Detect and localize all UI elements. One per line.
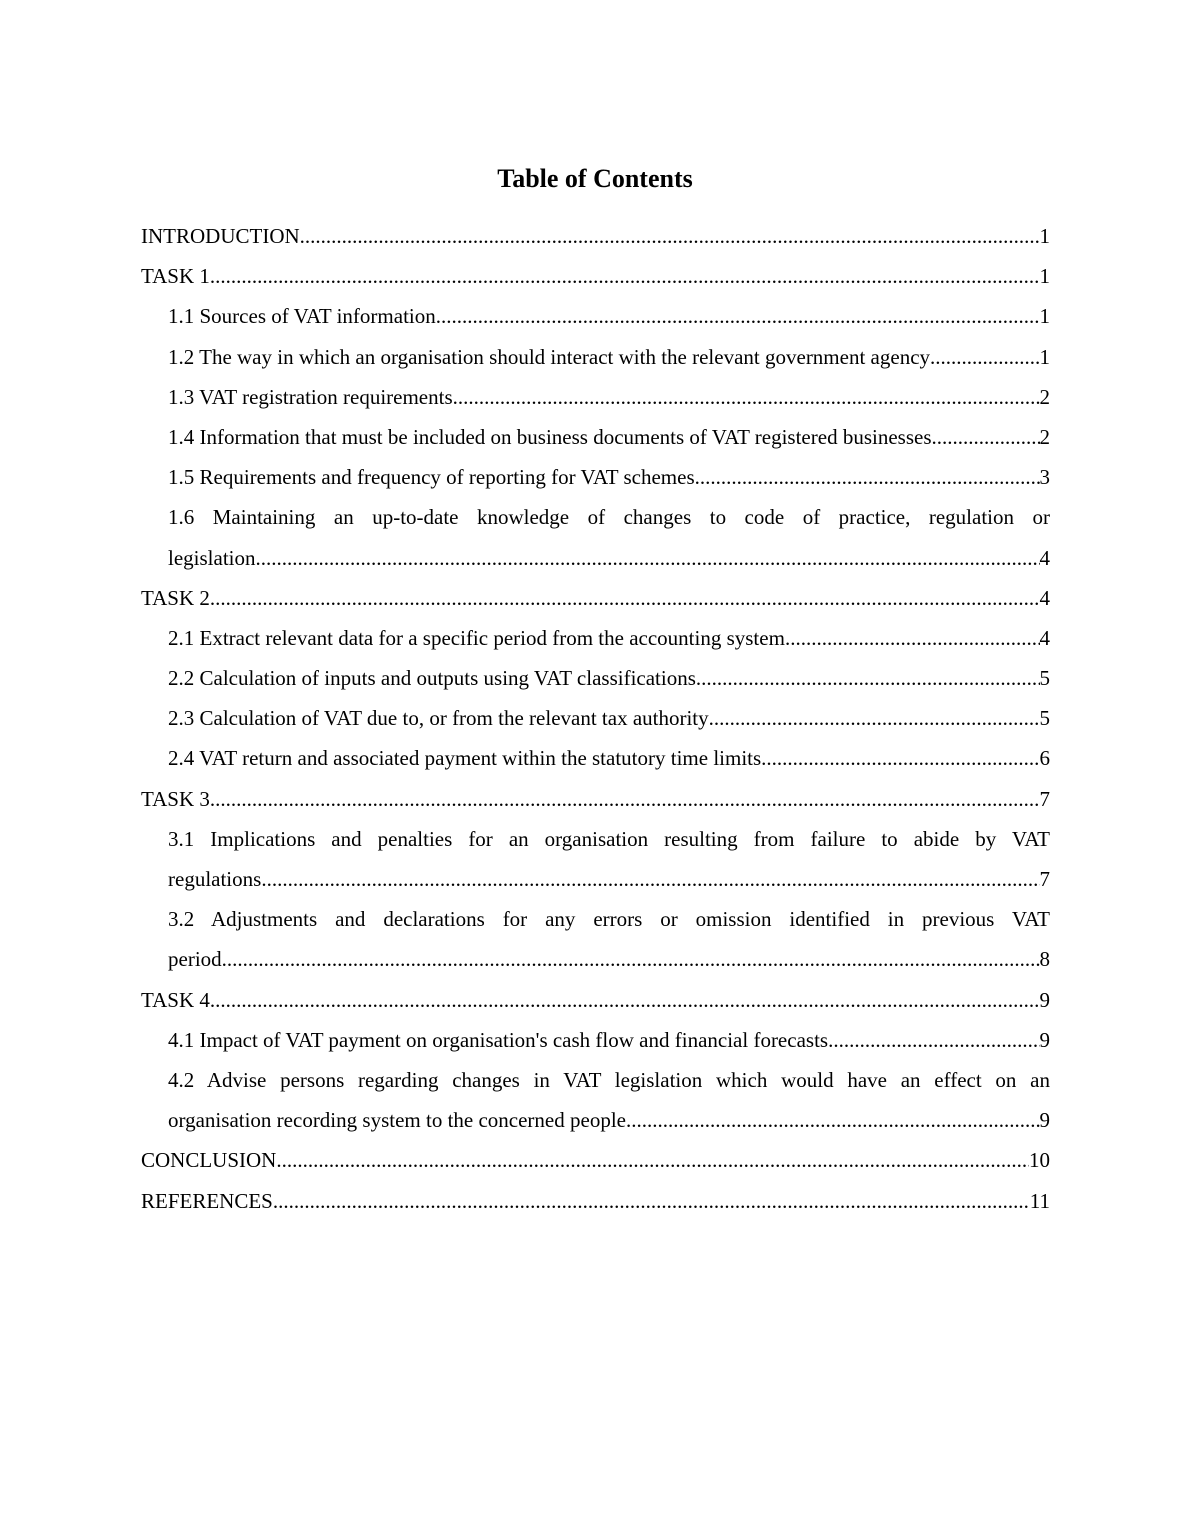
table-of-contents (141, 216, 1050, 1221)
toc-entry-page: 3 (1039, 465, 1050, 490)
toc-entry-page: 6 (1039, 746, 1050, 771)
toc-entry-label: 1.3 VAT registration requirements (168, 384, 453, 409)
toc-entry-1-4[interactable] (141, 417, 1050, 457)
dot-leader (695, 457, 1040, 497)
toc-entry-page: 4 (1039, 585, 1050, 610)
dot-leader (436, 296, 1040, 336)
toc-entry-1-5[interactable] (141, 457, 1050, 497)
dot-leader (210, 578, 1040, 618)
dot-leader (696, 658, 1040, 698)
toc-entry-4-2[interactable] (141, 1060, 1050, 1140)
toc-entry-page: 9 (1039, 1027, 1050, 1052)
toc-title: Table of Contents (497, 164, 693, 193)
toc-entry-page: 11 (1029, 1188, 1050, 1213)
dot-leader (276, 1140, 1029, 1180)
toc-entry-page: 1 (1039, 304, 1050, 329)
dot-leader (761, 738, 1039, 778)
toc-entry-label-line-1: 3.2 Adjustments and declarations for any errors or omission identified in previous VAT (168, 907, 1050, 932)
toc-entry-label: 1.2 The way in which an organisation should interact with the relevant government agency (168, 344, 931, 369)
toc-entry-page: 2 (1039, 384, 1050, 409)
toc-entry-page: 9 (1039, 987, 1050, 1012)
toc-entry-1-3[interactable] (141, 377, 1050, 417)
dot-leader (273, 1181, 1030, 1221)
toc-entry-3-2[interactable] (141, 899, 1050, 979)
dot-leader (709, 698, 1040, 738)
dot-leader (210, 256, 1040, 296)
toc-entry-page: 1 (1039, 264, 1050, 289)
toc-entry-2-3[interactable] (141, 698, 1050, 738)
toc-entry-label: INTRODUCTION (141, 224, 300, 248)
toc-entry-label: REFERENCES (141, 1188, 273, 1213)
toc-entry-label: 2.4 VAT return and associated payment within the statutory time limits (168, 746, 762, 771)
toc-entry-label-line-1: 4.2 Advise persons regarding changes in VAT legislation which would have an effect on an (168, 1067, 1050, 1092)
toc-entry-label-line-2: period (168, 947, 222, 972)
toc-entry-page: 10 (1029, 1148, 1050, 1173)
toc-entry-label-line-1: 1.6 Maintaining an up-to-date knowledge of changes to code of practice, regulation or (168, 505, 1050, 530)
toc-entry-2-2[interactable] (141, 658, 1050, 698)
toc-entry-page: 8 (1039, 947, 1050, 972)
toc-entry-1-2[interactable] (141, 337, 1050, 377)
toc-entry-2-4[interactable] (141, 738, 1050, 778)
dot-leader (453, 377, 1040, 417)
toc-entry-label: 1.5 Requirements and frequency of reporting for VAT schemes (168, 465, 695, 490)
toc-entry-page: 1 (1039, 344, 1050, 369)
toc-entry-1-1[interactable] (141, 296, 1050, 336)
toc-entry-references[interactable] (141, 1181, 1050, 1221)
toc-entry-label: TASK 3 (141, 786, 210, 811)
toc-entry-label: TASK 1 (141, 264, 210, 289)
dot-leader (937, 417, 1040, 457)
dot-leader (626, 1100, 1040, 1140)
toc-entry-label-line-2: legislation (168, 545, 256, 570)
toc-entry-page: 7 (1039, 786, 1050, 811)
dot-leader (222, 939, 1040, 979)
toc-entry-page: 9 (1039, 1108, 1050, 1133)
dot-leader (261, 859, 1039, 899)
toc-entry-4-1[interactable] (141, 1020, 1050, 1060)
toc-entry-label: TASK 4 (141, 987, 210, 1012)
toc-entry-page: 7 (1039, 867, 1050, 891)
dot-leader (300, 216, 1040, 256)
dot-leader (930, 337, 1039, 377)
toc-entry-label: TASK 2 (141, 585, 210, 610)
toc-entry-label: CONCLUSION (141, 1148, 277, 1173)
toc-entry-page: 5 (1039, 666, 1050, 691)
toc-entry-page: 4 (1039, 625, 1050, 650)
toc-entry-label: 1.4 Information that must be included on business documents of VAT registered businesses. (168, 424, 937, 449)
toc-entry-label-line-1: 3.1 Implications and penalties for an organisation resulting from failure to abide by VAT (168, 826, 1050, 851)
toc-entry-page: 5 (1039, 706, 1050, 731)
toc-entry-3-1[interactable] (141, 819, 1050, 899)
toc-entry-label: 2.2 Calculation of inputs and outputs using VAT classifications (168, 666, 696, 691)
toc-entry-page: 1 (1039, 224, 1050, 248)
toc-entry-1-6[interactable] (141, 497, 1050, 577)
dot-leader (828, 1020, 1039, 1060)
dot-leader (256, 538, 1040, 578)
toc-entry-label: 4.1 Impact of VAT payment on organisation's cash flow and financial forecasts (168, 1027, 829, 1052)
toc-entry-label-line-2: organisation recording system to the concerned people (168, 1108, 626, 1133)
toc-entry-label: 2.3 Calculation of VAT due to, or from the relevant tax authority (168, 706, 709, 731)
dot-leader (210, 980, 1040, 1020)
toc-entry-2-1[interactable] (141, 618, 1050, 658)
toc-entry-page: 2 (1039, 424, 1050, 449)
toc-entry-page: 4 (1039, 545, 1050, 570)
toc-entry-label: 1.1 Sources of VAT information (168, 304, 436, 329)
toc-entry-task-2[interactable] (141, 578, 1050, 618)
dot-leader (210, 779, 1040, 819)
toc-entry-task-1[interactable] (141, 256, 1050, 296)
toc-entry-label-line-2: regulations (168, 867, 262, 891)
toc-entry-introduction[interactable] (141, 216, 1050, 256)
toc-entry-task-3[interactable] (141, 779, 1050, 819)
toc-entry-conclusion[interactable] (141, 1140, 1050, 1180)
toc-entry-label: 2.1 Extract relevant data for a specific period from the accounting system (168, 625, 785, 650)
dot-leader (785, 618, 1040, 658)
toc-entry-task-4[interactable] (141, 980, 1050, 1020)
